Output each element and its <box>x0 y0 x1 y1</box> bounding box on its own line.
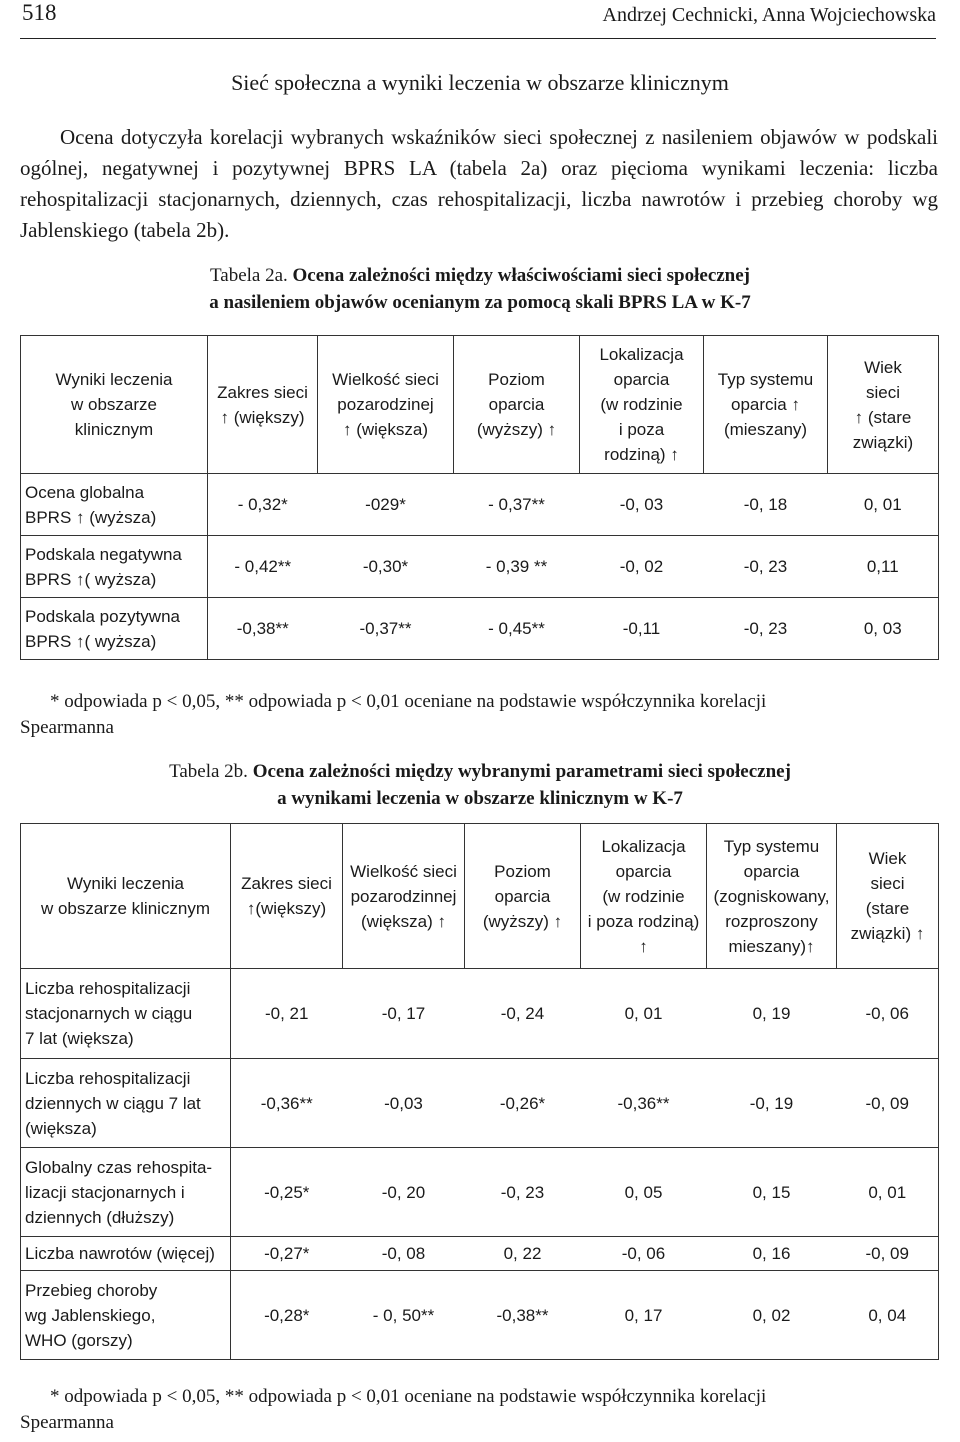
table-2b-caption <box>0 758 960 812</box>
table-cell: - 0,39 ** <box>454 536 580 598</box>
table-cell: -0, 18 <box>704 474 828 536</box>
column-header: Wielkość sieci pozarodzinnej (większa) ↑ <box>343 824 465 969</box>
table-cell: 0, 22 <box>465 1237 581 1271</box>
table-2a-footnote-line2: Spearmanna <box>20 717 114 738</box>
column-header: Poziom oparcia (wyższy) ↑ <box>454 336 580 474</box>
running-head: Andrzej Cechnicki, Anna Wojciechowska <box>602 4 936 26</box>
table-cell: -0, 23 <box>704 536 828 598</box>
table-row <box>21 536 939 598</box>
table-row <box>21 1271 939 1360</box>
row-label: Ocena globalna BPRS ↑ (wyższa) <box>21 474 208 536</box>
table-cell: 0, 02 <box>707 1271 837 1360</box>
table-cell: -0,30* <box>318 536 454 598</box>
table-cell: 0, 04 <box>837 1271 939 1360</box>
table-2b <box>20 823 939 1360</box>
table-cell: - 0,32* <box>208 474 318 536</box>
table-2a-title-line2: a nasileniem objawów ocenianym za pomocą skali BPRS LA w K-7 <box>209 292 751 313</box>
table-2a-footnote-line1: * odpowiada p < 0,05, ** odpowiada p < 0,01 oceniane na podstawie współczynnika korelacji <box>50 691 767 712</box>
column-header: Typ systemu oparcia ↑ (mieszany) <box>704 336 828 474</box>
table-cell: -0, 23 <box>465 1148 581 1237</box>
row-label: Podskala pozytywna BPRS ↑( wyższa) <box>21 598 208 660</box>
table-cell: - 0, 50** <box>343 1271 465 1360</box>
column-header: Wyniki leczenia w obszarze klinicznym <box>21 824 231 969</box>
table-2b-footnote-line1: * odpowiada p < 0,05, ** odpowiada p < 0,01 oceniane na podstawie współczynnika korelacji <box>50 1386 767 1407</box>
column-header: Zakres sieci ↑ (większy) <box>208 336 318 474</box>
table-cell: -0, 03 <box>580 474 704 536</box>
table-2b-footnote-line2: Spearmanna <box>20 1412 114 1433</box>
table-cell: -0, 02 <box>580 536 704 598</box>
table-2a-label: Tabela 2a. <box>209 265 288 286</box>
table-row <box>21 474 939 536</box>
column-header: Lokalizacja oparcia (w rodzinie i poza rodziną) ↑ <box>580 336 704 474</box>
table-2a-body <box>21 336 939 660</box>
table-cell: -029* <box>318 474 454 536</box>
table-2a-footnote <box>20 689 938 741</box>
table-cell: -0, 24 <box>465 969 581 1059</box>
table-row <box>21 1237 939 1271</box>
table-cell: 0, 05 <box>581 1148 707 1237</box>
column-header: Lokalizacja oparcia (w rodzinie i poza rodziną) ↑ <box>581 824 707 969</box>
column-header: Typ systemu oparcia (zogniskowany, rozproszony mieszany)↑ <box>707 824 837 969</box>
row-label: Podskala negatywna BPRS ↑( wyższa) <box>21 536 208 598</box>
header-row <box>21 336 939 474</box>
table-row <box>21 1148 939 1237</box>
row-label: Globalny czas rehospita- lizacji stacjonarnych i dziennych (dłuższy) <box>21 1148 231 1237</box>
table-row <box>21 1059 939 1148</box>
table-2b-label: Tabela 2b. <box>169 761 248 782</box>
table-cell: -0,36** <box>231 1059 343 1148</box>
table-cell: -0,38** <box>465 1271 581 1360</box>
table-cell: 0, 19 <box>707 969 837 1059</box>
intro-paragraph: Ocena dotyczyła korelacji wybranych wskaźników sieci społecznej z nasileniem objawów w podskali ogólnej, negatywnej i pozytywnej BPRS LA (tabela 2a) oraz pięcioma wynikami leczenia: liczba rehospitalizacji stacjonarnych, dziennych, czas rehospitalizacji, liczba nawrotów i przebieg choroby wg Jablenskiego (tabela 2b). <box>20 125 938 242</box>
page-header <box>20 0 936 39</box>
table-cell: -0, 17 <box>343 969 465 1059</box>
table-cell: -0,28* <box>231 1271 343 1360</box>
table-2a-caption <box>0 262 960 316</box>
row-label: Liczba rehospitalizacji dziennych w ciągu 7 lat (większa) <box>21 1059 231 1148</box>
header-row <box>21 824 939 969</box>
table-cell: - 0,42** <box>208 536 318 598</box>
table-cell: 0, 15 <box>707 1148 837 1237</box>
table-cell: - 0,37** <box>454 474 580 536</box>
section-title: Sieć społeczna a wyniki leczenia w obszarze klinicznym <box>231 70 729 95</box>
column-header: Wielkość sieci pozarodzinej ↑ (większa) <box>318 336 454 474</box>
table-cell: -0, 06 <box>581 1237 707 1271</box>
table-cell: -0,27* <box>231 1237 343 1271</box>
table-row <box>21 969 939 1059</box>
table-cell: 0, 17 <box>581 1271 707 1360</box>
table-cell: -0, 09 <box>837 1237 939 1271</box>
table-cell: -0, 20 <box>343 1148 465 1237</box>
table-2b-title-line2: a wynikami leczenia w obszarze klinicznym w K-7 <box>277 788 683 809</box>
table-2a-title-line1: Ocena zależności między właściwościami sieci społecznej <box>292 265 751 286</box>
table-cell: 0, 03 <box>828 598 939 660</box>
column-header: Poziom oparcia (wyższy) ↑ <box>465 824 581 969</box>
table-cell: 0,11 <box>828 536 939 598</box>
table-cell: -0,38** <box>208 598 318 660</box>
page-number: 518 <box>22 0 57 25</box>
table-2b-body <box>21 824 939 1360</box>
table-row <box>21 598 939 660</box>
column-header: Zakres sieci ↑(większy) <box>231 824 343 969</box>
column-header: Wiek sieci (stare związki) ↑ <box>837 824 939 969</box>
table-2a <box>20 335 939 660</box>
table-cell: -0,11 <box>580 598 704 660</box>
table-cell: -0,26* <box>465 1059 581 1148</box>
column-header: Wiek sieci ↑ (stare związki) <box>828 336 939 474</box>
table-cell: -0, 19 <box>707 1059 837 1148</box>
row-label: Liczba nawrotów (więcej) <box>21 1237 231 1271</box>
table-cell: -0, 23 <box>704 598 828 660</box>
column-header: Wyniki leczenia w obszarze klinicznym <box>21 336 208 474</box>
table-cell: -0, 06 <box>837 969 939 1059</box>
row-label: Przebieg choroby wg Jablenskiego, WHO (gorszy) <box>21 1271 231 1360</box>
table-cell: -0,25* <box>231 1148 343 1237</box>
table-cell: -0, 08 <box>343 1237 465 1271</box>
table-cell: -0,03 <box>343 1059 465 1148</box>
table-cell: -0,36** <box>581 1059 707 1148</box>
table-cell: -0,37** <box>318 598 454 660</box>
table-2b-footnote <box>20 1384 938 1436</box>
row-label: Liczba rehospitalizacji stacjonarnych w ciągu 7 lat (większa) <box>21 969 231 1059</box>
table-cell: 0, 01 <box>828 474 939 536</box>
table-cell: -0, 09 <box>837 1059 939 1148</box>
table-cell: 0, 01 <box>837 1148 939 1237</box>
table-cell: 0, 01 <box>581 969 707 1059</box>
table-cell: 0, 16 <box>707 1237 837 1271</box>
table-2b-title-line1: Ocena zależności między wybranymi parametrami sieci społecznej <box>252 761 791 782</box>
table-cell: -0, 21 <box>231 969 343 1059</box>
table-cell: - 0,45** <box>454 598 580 660</box>
